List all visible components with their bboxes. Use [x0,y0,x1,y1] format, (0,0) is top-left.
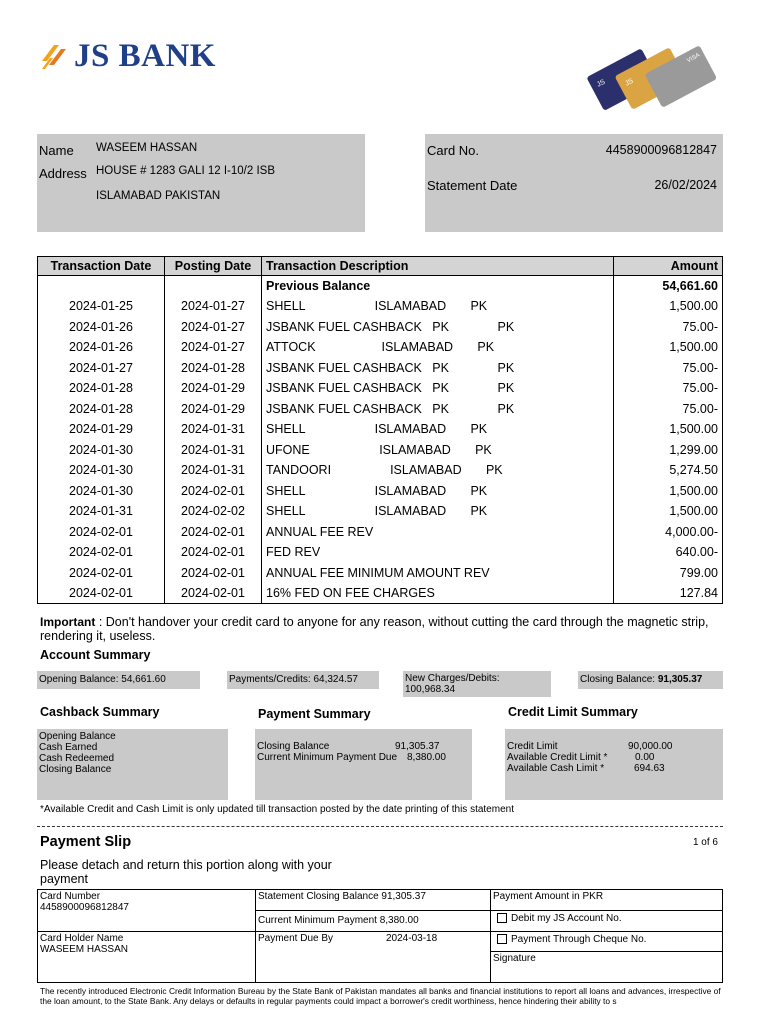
new-charges-value: 100,968.34 [405,684,456,695]
js-bank-logo-icon [40,39,70,73]
min-payment-value: 8,380.00 [407,752,446,763]
slip-due-by-label: Payment Due By [258,933,334,944]
amount-cell: 799.00 [614,563,723,584]
signature-cell[interactable] [491,952,723,983]
posting-date-cell: 2024-01-31 [165,460,262,481]
cashback-summary-title: Cashback Summary [40,705,160,719]
payments-credits-box: Payments/Credits: 64,324.57 [227,671,379,689]
credit-limit-summary-box [505,729,723,800]
slip-closing-balance: Statement Closing Balance 91,305.37 [256,890,491,911]
card-no-label: Card No. [427,143,480,158]
slip-card-holder: WASEEM HASSAN [40,944,128,955]
amount-cell: 1,500.00 [614,419,723,440]
txn-date-cell: 2024-01-29 [38,419,165,440]
important-text: : Don't handover your credit card to anyone for any reason, without cutting the card through the magnetic strip, rendering it, useless. [40,615,709,643]
payment-slip-instruction: Please detach and return this portion along with your payment [40,858,332,886]
opening-balance-box: Opening Balance: 54,661.60 [37,671,200,689]
slip-card-number-label: Card Number [40,891,101,902]
new-charges-label: New Charges/Debits: [405,673,500,684]
table-row [38,296,723,317]
debit-account-checkbox[interactable] [497,913,507,923]
posting-date-cell: 2024-02-01 [165,522,262,543]
description-cell: JSBANK FUEL CASHBACK PK PK [262,378,614,399]
posting-date-cell: 2024-01-28 [165,358,262,379]
page-number: 1 of 6 [692,837,718,848]
svg-text:JS: JS [624,77,635,88]
amount-cell: 1,500.00 [614,296,723,317]
txn-date-cell: 2024-01-30 [38,481,165,502]
card-holder-cell [38,932,256,983]
table-row [38,337,723,358]
payment-slip-title: Payment Slip [40,834,132,850]
credit-limit-label: Credit Limit [507,741,558,752]
available-limit-note: *Available Credit and Cash Limit is only updated till transaction posted by the date printing of this statement [40,804,514,815]
posting-date-cell: 2024-01-29 [165,378,262,399]
amount-cell: 75.00- [614,317,723,338]
amount-cell: 1,500.00 [614,501,723,522]
cheque-label: Payment Through Cheque No. [511,934,647,945]
due-by-cell [256,932,491,983]
txn-date-cell: 2024-02-01 [38,563,165,584]
debit-account-label: Debit my JS Account No. [511,913,622,924]
customer-info-box [37,134,365,232]
posting-date-cell: 2024-01-27 [165,337,262,358]
table-row [38,419,723,440]
card-number: 4458900096812847 [605,143,717,157]
cashback-earned: Cash Earned [39,742,98,753]
description-cell: TANDOORI ISLAMABAD PK [262,460,614,481]
previous-balance-value: 54,661.60 [614,276,723,297]
table-row [38,317,723,338]
txn-date-cell: 2024-02-01 [38,542,165,563]
name-label: Name [39,143,74,158]
important-notice [40,615,720,643]
svg-text:JS: JS [595,78,607,89]
amount-cell: 5,274.50 [614,460,723,481]
posting-date-cell: 2024-02-02 [165,501,262,522]
table-row [38,481,723,502]
available-cash-label: Available Cash Limit * [507,763,605,774]
transactions-table [37,256,723,604]
bank-name: JS BANK [74,37,216,74]
credit-limit-value: 90,000.00 [628,741,673,752]
description-cell: FED REV [262,542,614,563]
table-row [38,399,723,420]
footer-disclaimer: The recently introduced Electronic Credit Information Bureau by the State Bank of Pakistan mandates all banks and financial institutions to report all loans and advances, irrespective of the loan amount, to the State Bank. Any delays or defaults in regular payments could impact a borrower's credit worthiness, hence hindering their ability to s [40,986,721,1006]
address-line-2: ISLAMABAD PAKISTAN [96,190,221,202]
description-cell: SHELL ISLAMABAD PK [262,481,614,502]
txn-date-cell: 2024-01-27 [38,358,165,379]
col-amount: Amount [614,257,723,276]
table-row [38,460,723,481]
description-cell: SHELL ISLAMABAD PK [262,296,614,317]
amount-cell: 1,299.00 [614,440,723,461]
posting-date-cell: 2024-01-31 [165,440,262,461]
table-row [38,522,723,543]
account-summary-title: Account Summary [40,648,151,662]
description-cell: ANNUAL FEE MINIMUM AMOUNT REV [262,563,614,584]
cheque-checkbox[interactable] [497,934,507,944]
amount-cell: 127.84 [614,583,723,604]
amount-cell: 1,500.00 [614,337,723,358]
txn-date-cell: 2024-01-30 [38,440,165,461]
txn-date-cell: 2024-02-01 [38,583,165,604]
amount-cell: 1,500.00 [614,481,723,502]
payment-summary-title: Payment Summary [258,707,371,721]
payment-closing-balance-value: 91,305.37 [395,741,440,752]
posting-date-cell: 2024-01-31 [165,419,262,440]
posting-date-cell: 2024-02-01 [165,583,262,604]
txn-date-cell: 2024-02-01 [38,522,165,543]
table-row [38,583,723,604]
description-cell: JSBANK FUEL CASHBACK PK PK [262,317,614,338]
txn-date-cell: 2024-01-31 [38,501,165,522]
posting-date-cell: 2024-02-01 [165,481,262,502]
available-credit-label: Available Credit Limit * [507,752,608,763]
closing-balance-box [578,671,723,689]
customer-name: WASEEM HASSAN [96,142,198,154]
cashback-closing-balance: Closing Balance [39,764,112,775]
table-row [38,378,723,399]
posting-date-cell: 2024-01-29 [165,399,262,420]
amount-cell: 75.00- [614,399,723,420]
posting-date-cell: 2024-01-27 [165,296,262,317]
table-row [38,358,723,379]
cashback-redeemed: Cash Redeemed [39,753,115,764]
description-cell: JSBANK FUEL CASHBACK PK PK [262,399,614,420]
closing-balance-value: 91,305.37 [657,674,703,685]
table-header-row [38,257,723,276]
posting-date-cell: 2024-02-01 [165,542,262,563]
cashback-opening-balance: Opening Balance [39,731,116,742]
amount-cell: 75.00- [614,358,723,379]
payment-closing-balance-label: Closing Balance [257,741,330,752]
slip-amount-label: Payment Amount in PKR [491,890,723,911]
min-payment-label: Current Minimum Payment Due [257,752,398,763]
closing-balance-label: Closing Balance: [580,674,658,685]
cheque-option[interactable] [491,932,723,952]
card-number-cell [38,890,256,932]
col-description: Transaction Description [262,257,614,276]
signature-label: Signature [493,953,536,964]
statement-date: 26/02/2024 [654,178,717,192]
txn-date-cell: 2024-01-28 [38,399,165,420]
txn-date-cell: 2024-01-25 [38,296,165,317]
txn-date-cell: 2024-01-28 [38,378,165,399]
description-cell: ANNUAL FEE REV [262,522,614,543]
cashback-summary-box [37,729,228,800]
address-line-1: HOUSE # 1283 GALI 12 I-10/2 ISB [96,165,275,177]
description-cell: 16% FED ON FEE CHARGES [262,583,614,604]
slip-due-by: 2024-03-18 [386,933,438,944]
description-cell: UFONE ISLAMABAD PK [262,440,614,461]
amount-cell: 4,000.00- [614,522,723,543]
posting-date-cell: 2024-01-27 [165,317,262,338]
previous-balance-label: Previous Balance [262,276,614,297]
description-cell: SHELL ISLAMABAD PK [262,501,614,522]
amount-cell: 640.00- [614,542,723,563]
description-cell: SHELL ISLAMABAD PK [262,419,614,440]
slip-min-payment: Current Minimum Payment 8,380.00 [256,911,491,932]
col-posting-date: Posting Date [165,257,262,276]
txn-date-cell: 2024-01-26 [38,337,165,358]
payment-slip-table [37,889,723,983]
amount-cell: 75.00- [614,378,723,399]
col-transaction-date: Transaction Date [38,257,165,276]
payment-summary-box [255,729,472,800]
debit-account-option[interactable] [491,911,723,932]
credit-limit-summary-title: Credit Limit Summary [508,705,638,719]
address-label: Address [39,166,87,181]
available-credit-value: 0.00 [635,752,655,763]
table-row [38,440,723,461]
card-info-box [425,134,723,232]
available-cash-value: 694.63 [634,763,665,774]
description-cell: ATTOCK ISLAMABAD PK [262,337,614,358]
cut-line-divider [37,826,723,827]
table-row [38,542,723,563]
new-charges-box [403,671,551,697]
posting-date-cell: 2024-02-01 [165,563,262,584]
txn-date-cell: 2024-01-26 [38,317,165,338]
previous-balance-row [38,276,723,297]
statement-date-label: Statement Date [427,178,518,193]
description-cell: JSBANK FUEL CASHBACK PK PK [262,358,614,379]
important-label: Important [40,615,96,629]
slip-card-number: 4458900096812847 [40,902,129,913]
bank-logo [40,36,216,76]
table-row [38,563,723,584]
credit-cards-image [584,30,724,110]
txn-date-cell: 2024-01-30 [38,460,165,481]
svg-text:VISA: VISA [686,52,702,65]
table-row [38,501,723,522]
slip-card-holder-label: Card Holder Name [40,933,124,944]
